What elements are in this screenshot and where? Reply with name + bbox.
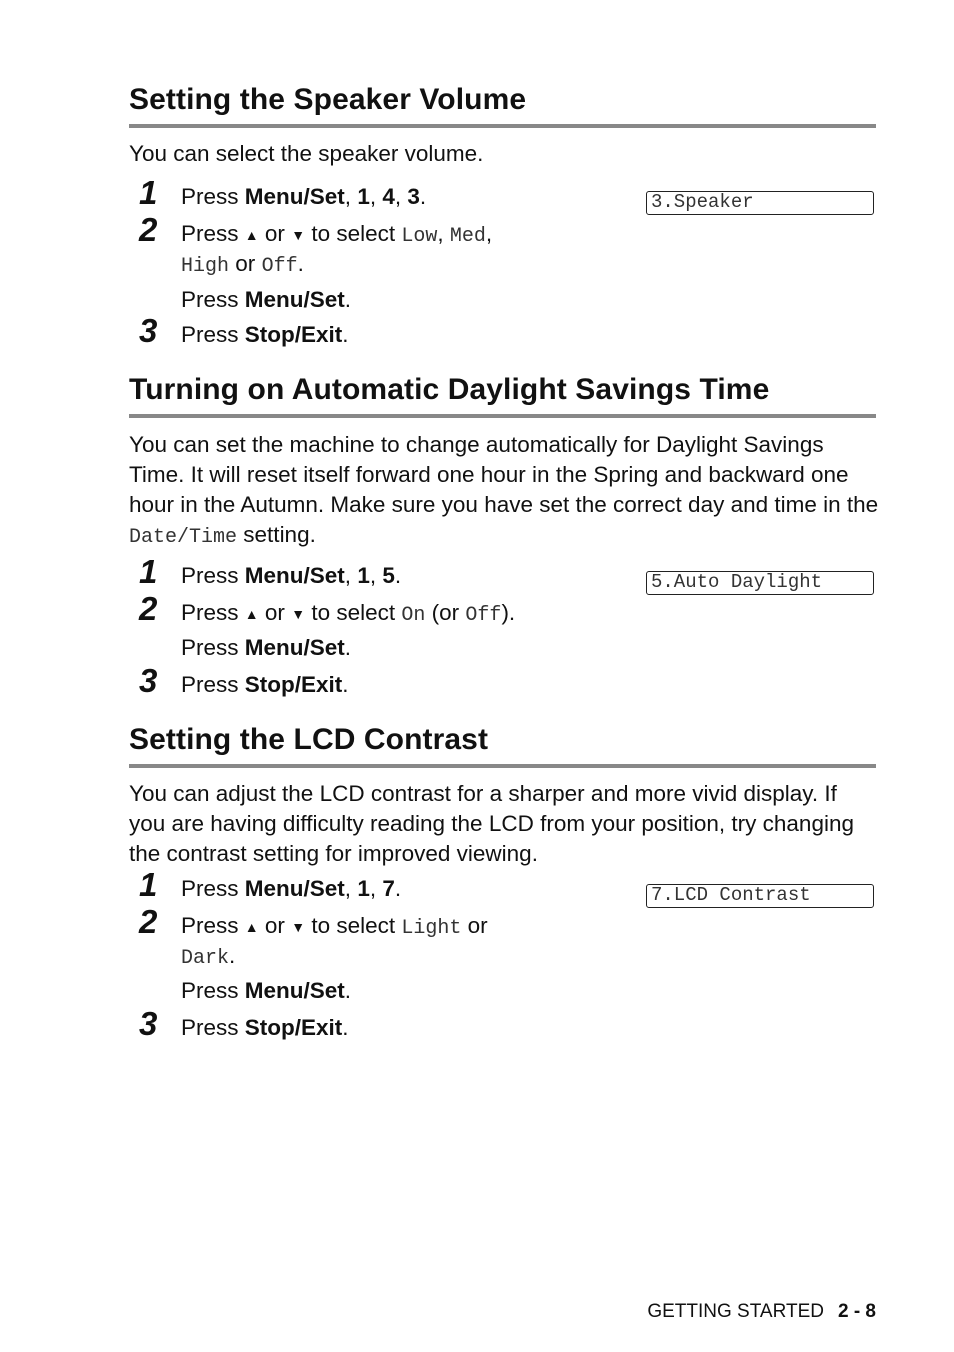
lcd-display: 7.LCD Contrast [646,884,874,908]
page-number: 2 - 8 [837,1301,876,1322]
stop-exit-key: Stop/Exit [244,1015,343,1040]
section-rule [129,764,876,768]
step-2-text: Press ▲ or ▼ to select Light or [181,913,488,940]
menu-set-key: Menu/Set [244,978,345,1003]
section-title-lcd-contrast: Setting the LCD Contrast [129,723,489,756]
footer-chapter: GETTING STARTED [647,1301,824,1322]
step-2-press-menu: Press Menu/Set. [181,287,352,312]
step-number: 3 [139,312,158,349]
section-title-speaker-volume: Setting the Speaker Volume [129,83,527,116]
menu-set-key: Menu/Set [244,635,345,660]
step-number: 3 [139,1005,158,1042]
down-arrow-icon: ▼ [291,606,306,622]
step-2-press-menu: Press Menu/Set. [181,635,352,660]
step-2-text: Press ▲ or ▼ to select Low, Med, [181,221,493,248]
section-rule [129,124,876,128]
step-3-text: Press Stop/Exit. [181,322,349,347]
down-arrow-icon: ▼ [291,227,306,243]
step-number: 1 [139,866,158,903]
up-arrow-icon: ▲ [244,606,259,622]
down-arrow-icon: ▼ [291,919,306,935]
step-3-text: Press Stop/Exit. [181,672,349,697]
step-1-text: Press Menu/Set, 1, 4, 3. [181,184,427,209]
lcd-display: 5.Auto Daylight [646,571,874,595]
step-number: 1 [139,553,158,590]
page-footer [647,1300,876,1324]
step-3-text: Press Stop/Exit. [181,1015,349,1040]
section-rule [129,414,876,418]
step-number: 2 [139,211,158,248]
stop-exit-key: Stop/Exit [244,672,343,697]
section-intro: You can set the machine to change automatically for Daylight Savings Time. It will reset itself forward one hour in the Spring and backward one hour in the Autumn. Make sure you have set the correct day and time in the Date/Time setting. [129,432,879,549]
step-number: 2 [139,590,158,627]
menu-set-key: Menu/Set [244,184,345,209]
step-2-text-cont: Dark. [181,943,236,970]
step-1-text: Press Menu/Set, 1, 7. [181,876,402,901]
section-intro: You can adjust the LCD contrast for a sharper and more vivid display. If you are having difficulty reading the LCD from your position, try changing the contrast setting for improved viewing. [129,781,854,866]
step-2-press-menu: Press Menu/Set. [181,978,352,1003]
section-intro: You can select the speaker volume. [129,141,484,166]
menu-set-key: Menu/Set [244,876,345,901]
step-2-text-cont: High or Off. [181,251,304,278]
step-number: 2 [139,903,158,940]
menu-set-key: Menu/Set [244,287,345,312]
step-1-text: Press Menu/Set, 1, 5. [181,563,402,588]
lcd-display: 3.Speaker [646,191,874,215]
section-title-daylight-savings: Turning on Automatic Daylight Savings Time [129,373,770,406]
stop-exit-key: Stop/Exit [244,322,343,347]
up-arrow-icon: ▲ [244,227,259,243]
menu-set-key: Menu/Set [244,563,345,588]
up-arrow-icon: ▲ [244,919,259,935]
step-number: 1 [139,174,158,211]
step-2-text: Press ▲ or ▼ to select On (or Off). [181,600,516,627]
step-number: 3 [139,662,158,699]
